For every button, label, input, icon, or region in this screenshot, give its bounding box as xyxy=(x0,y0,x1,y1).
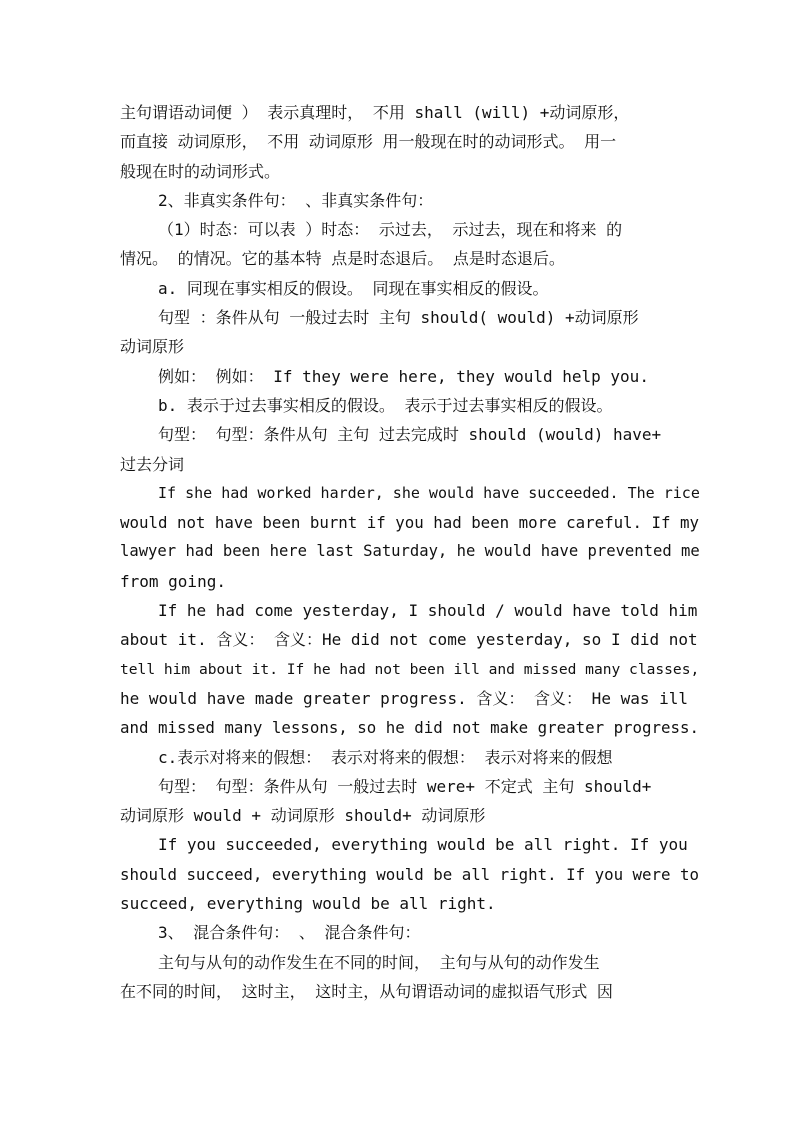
text-line: 主句谓语动词便 ） 表示真理时， 不用 shall (will) +动词原形， xyxy=(120,103,630,122)
text-line: and missed many lessons, so he did not make greater progress. xyxy=(120,718,699,738)
text-line: If you succeeded, everything would be all right. If you xyxy=(158,835,688,855)
text-line: 句型 ：条件从句 一般过去时 主句 should( would) +动词原形 xyxy=(158,308,639,328)
text-line: would not have been burnt if you had been more careful. If my xyxy=(120,513,699,533)
text-line: a. 同现在事实相反的假设。 同现在事实相反的假设。 xyxy=(158,278,549,298)
text-line: b. 表示于过去事实相反的假设。 表示于过去事实相反的假设。 xyxy=(158,395,613,415)
text-line: 主句与从句的动作发生在不同的时间， 主句与从句的动作发生 xyxy=(158,952,600,972)
text-line: he would have made greater progress. 含义： 含义： He was ill xyxy=(120,688,689,708)
text-line: about it. 含义： 含义：He did not come yesterday, so I did not xyxy=(120,630,698,650)
text-line: 动词原形 would + 动词原形 should+ 动词原形 xyxy=(120,806,486,826)
text-line: succeed, everything would be all right. xyxy=(120,894,496,914)
text-line: 过去分词 xyxy=(120,454,185,474)
text-line: 般现在时的动词形式。 xyxy=(120,161,281,181)
text-line: 3、 混合条件句： 、 混合条件句： xyxy=(158,923,421,943)
text-line: 在不同的时间， 这时主， 这时主，从句谓语动词的虚拟语气形式 因 xyxy=(120,981,613,1001)
text-line: 例如： 例如： If they were here, they would help you. xyxy=(158,366,649,386)
text-line: lawyer had been here last Saturday, he would have prevented me xyxy=(120,542,700,561)
text-line: should succeed, everything would be all right. If you were to xyxy=(120,864,699,884)
text-line: c.表示对将来的假想： 表示对将来的假想： 表示对将来的假想 xyxy=(158,747,613,767)
text-line: 而直接 动词原形， 不用 动词原形 用一般现在时的动词形式。 用一 xyxy=(120,132,617,152)
text-line: tell him about it. If he had not been ill and missed many classes, xyxy=(120,660,700,678)
text-line: 情况。 的情况。它的基本特 点是时态退后。 点是时态退后。 xyxy=(120,249,565,269)
text-line: If he had come yesterday, I should / would have told him xyxy=(158,601,698,621)
text-line: 2、非真实条件句： 、非真实条件句： xyxy=(158,190,434,210)
text-line: 句型： 句型：条件从句 一般过去时 were+ 不定式 主句 should+ xyxy=(158,776,652,796)
text-line: （1）时态：可以表 ）时态： 示过去， 示过去，现在和将来 的 xyxy=(158,220,623,240)
text-line: 句型： 句型：条件从句 主句 过去完成时 should (would) have+ xyxy=(158,425,662,445)
text-line: from going. xyxy=(120,571,226,591)
document-body xyxy=(120,98,700,1006)
text-line: If she had worked harder, she would have succeeded. The rice xyxy=(158,483,700,502)
text-line: 动词原形 xyxy=(120,337,185,357)
